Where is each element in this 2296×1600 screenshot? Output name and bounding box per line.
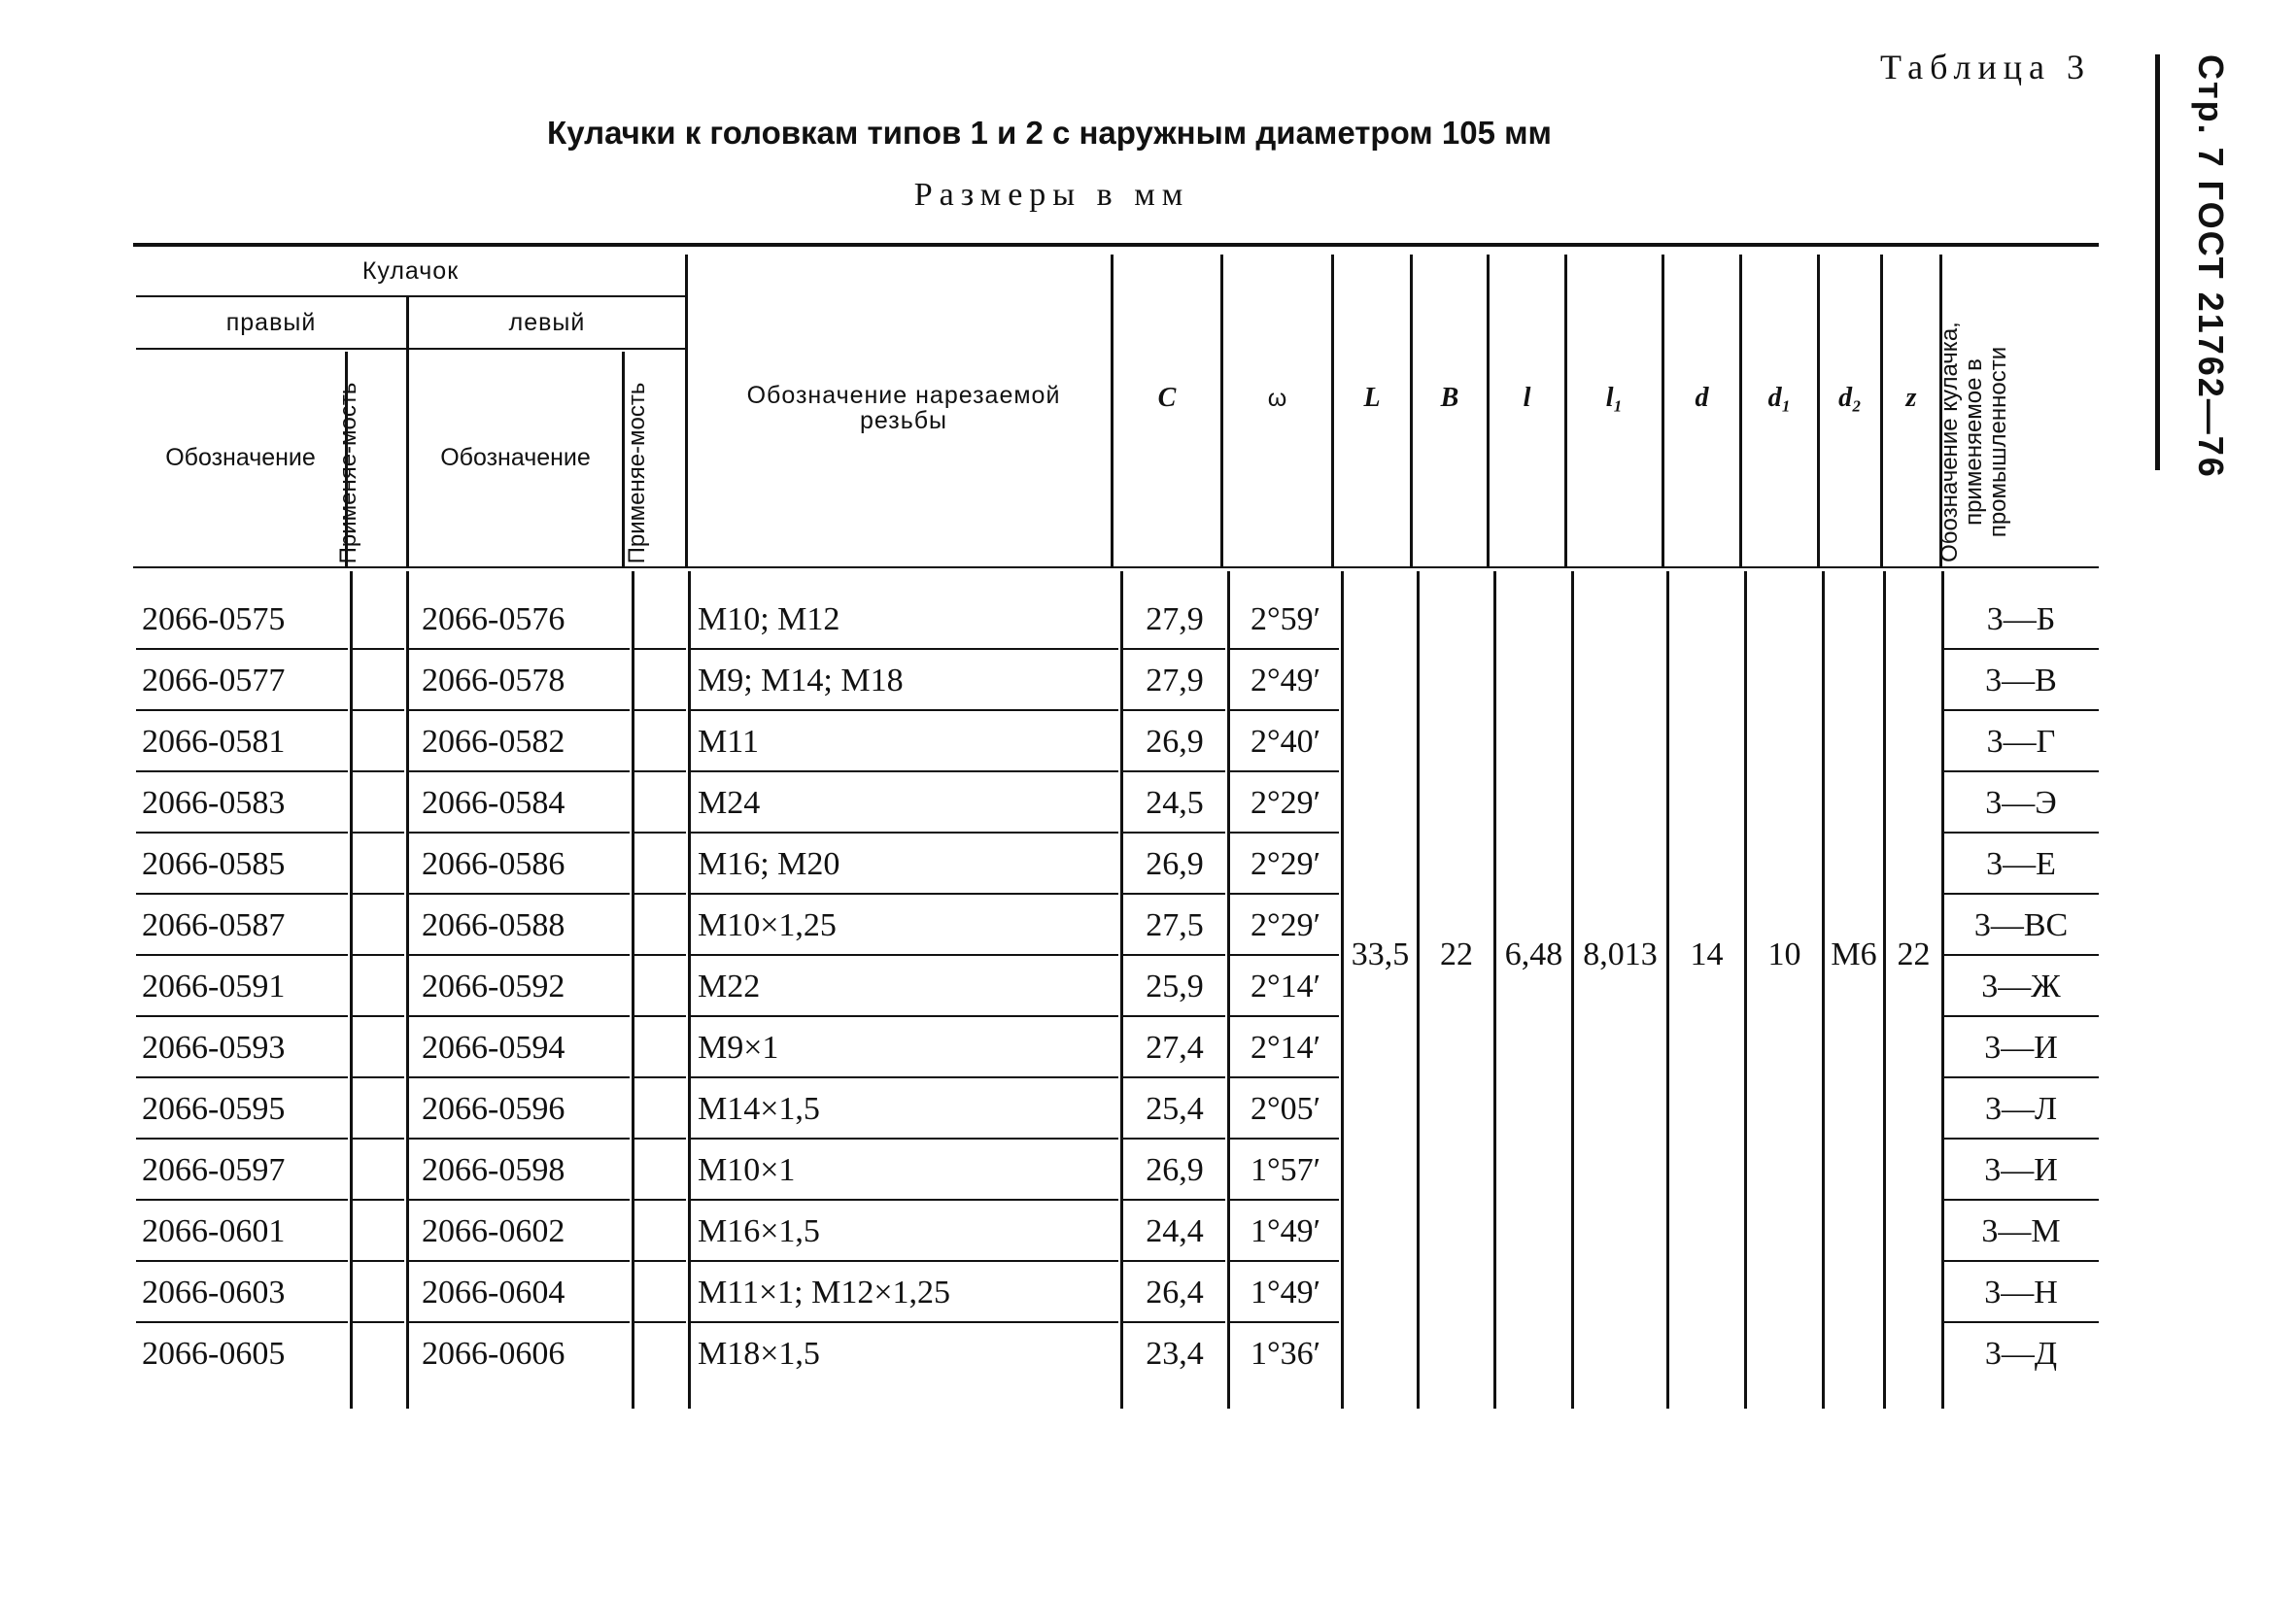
value-omega: 1°49′	[1250, 1212, 1321, 1249]
table-row	[0, 1323, 2296, 1384]
industry-designation: 3—Ж	[1981, 968, 2061, 1004]
value-omega: 2°40′	[1250, 723, 1321, 760]
left-jaw-designation: 2066-0598	[422, 1151, 565, 1188]
thread-designation: M24	[698, 784, 761, 821]
industry-designation: 3—Е	[1986, 845, 2056, 882]
value-c: 27,9	[1146, 662, 1204, 698]
thread-designation: M14×1,5	[698, 1090, 820, 1127]
value-c: 27,5	[1146, 906, 1204, 943]
left-jaw-designation: 2066-0602	[422, 1212, 565, 1249]
value-omega: 1°36′	[1250, 1335, 1321, 1372]
right-jaw-designation: 2066-0601	[142, 1212, 286, 1249]
left-jaw-designation: 2066-0584	[422, 784, 565, 821]
value-omega: 2°29′	[1250, 845, 1321, 882]
header-right-jaw: правый	[225, 308, 317, 336]
value-c: 23,4	[1146, 1335, 1204, 1372]
header-d1: d₁	[1767, 383, 1792, 414]
industry-designation: 3—М	[1981, 1212, 2061, 1249]
header-z: z	[1905, 383, 1917, 414]
right-jaw-designation: 2066-0577	[142, 662, 286, 698]
right-jaw-designation: 2066-0581	[142, 723, 286, 760]
header-designation-left: Обозначение	[440, 444, 591, 472]
value-c: 27,9	[1146, 600, 1204, 637]
header-thread: Обозначение нарезаемой резьбы	[746, 381, 1061, 434]
value-c: 24,5	[1146, 784, 1204, 821]
header-c: C	[1157, 383, 1177, 414]
industry-designation: 3—Д	[1984, 1335, 2058, 1372]
side-header-rule	[2155, 54, 2160, 470]
industry-designation: 3—И	[1984, 1151, 2058, 1188]
value-c: 26,9	[1146, 845, 1204, 882]
left-jaw-designation: 2066-0588	[422, 906, 565, 943]
left-jaw-designation: 2066-0578	[422, 662, 565, 698]
header-industry-designation: Обозначение кулачка, применяемое в промышленности	[1936, 322, 2012, 562]
header-d: d	[1695, 383, 1709, 414]
table-title: Кулачки к головкам типов 1 и 2 с наружным диаметром 105 мм	[547, 115, 1552, 151]
thread-designation: M10; M12	[698, 600, 840, 637]
right-jaw-designation: 2066-0597	[142, 1151, 286, 1188]
common-B: 22	[1440, 936, 1473, 972]
right-jaw-designation: 2066-0575	[142, 600, 286, 637]
thread-designation: M22	[698, 968, 761, 1004]
common-z: 22	[1897, 936, 1931, 972]
industry-designation: 3—Н	[1984, 1274, 2058, 1311]
left-jaw-designation: 2066-0596	[422, 1090, 565, 1127]
thread-designation: M10×1,25	[698, 906, 837, 943]
table-row	[0, 834, 2296, 895]
industry-designation: 3—Г	[1986, 723, 2056, 760]
header-designation-right: Обозначение	[165, 444, 316, 472]
right-jaw-designation: 2066-0583	[142, 784, 286, 821]
header-bottom-rule	[133, 566, 2099, 568]
right-jaw-designation: 2066-0595	[142, 1090, 286, 1127]
table-row	[0, 589, 2296, 650]
table-row	[0, 1262, 2296, 1323]
right-jaw-designation: 2066-0585	[142, 845, 286, 882]
left-jaw-designation: 2066-0604	[422, 1274, 565, 1311]
right-jaw-designation: 2066-0605	[142, 1335, 286, 1372]
header-kulachok: Кулачок	[361, 256, 460, 285]
industry-designation: 3—В	[1985, 662, 2057, 698]
value-omega: 1°49′	[1250, 1274, 1321, 1311]
table-number: Таблица 3	[1880, 48, 2091, 86]
table-row	[0, 1201, 2296, 1262]
table-row	[0, 956, 2296, 1017]
value-omega: 2°05′	[1250, 1090, 1321, 1127]
header-l: l	[1523, 383, 1531, 414]
left-jaw-designation: 2066-0582	[422, 723, 565, 760]
header-divider	[685, 255, 688, 568]
table-row	[0, 772, 2296, 834]
value-c: 24,4	[1146, 1212, 1204, 1249]
right-jaw-designation: 2066-0603	[142, 1274, 286, 1311]
value-omega: 2°14′	[1250, 968, 1321, 1004]
industry-designation: 3—Б	[1986, 600, 2056, 637]
left-jaw-designation: 2066-0592	[422, 968, 565, 1004]
right-jaw-designation: 2066-0593	[142, 1029, 286, 1066]
value-omega: 2°59′	[1250, 600, 1321, 637]
thread-designation: M11	[698, 723, 759, 760]
value-c: 26,4	[1146, 1274, 1204, 1311]
table-row	[0, 1017, 2296, 1078]
common-L: 33,5	[1351, 936, 1410, 972]
common-l1: 8,013	[1583, 936, 1658, 972]
left-jaw-designation: 2066-0586	[422, 845, 565, 882]
header-B: B	[1440, 383, 1459, 414]
right-jaw-designation: 2066-0591	[142, 968, 286, 1004]
left-jaw-designation: 2066-0606	[422, 1335, 565, 1372]
thread-designation: M18×1,5	[698, 1335, 820, 1372]
common-l: 6,48	[1504, 936, 1563, 972]
left-jaw-designation: 2066-0594	[422, 1029, 565, 1066]
header-left-jaw: левый	[508, 308, 586, 336]
value-c: 26,9	[1146, 1151, 1204, 1188]
thread-designation: M9; M14; M18	[698, 662, 904, 698]
side-running-header: Стр. 7 ГОСТ 21762—76	[2191, 54, 2231, 479]
header-d2: d₂	[1838, 383, 1862, 414]
value-omega: 2°29′	[1250, 906, 1321, 943]
table-row	[0, 650, 2296, 711]
value-c: 27,4	[1146, 1029, 1204, 1066]
industry-designation: 3—Л	[1984, 1090, 2058, 1127]
thread-designation: M9×1	[698, 1029, 779, 1066]
table-row	[0, 711, 2296, 772]
industry-designation: 3—Э	[1985, 784, 2057, 821]
thread-designation: M16×1,5	[698, 1212, 820, 1249]
industry-designation: 3—И	[1984, 1029, 2058, 1066]
table-row	[0, 1078, 2296, 1140]
value-c: 25,9	[1146, 968, 1204, 1004]
value-omega: 2°49′	[1250, 662, 1321, 698]
industry-designation: 3—ВС	[1973, 906, 2069, 943]
table-row	[0, 1140, 2296, 1201]
left-jaw-designation: 2066-0576	[422, 600, 565, 637]
value-omega: 2°29′	[1250, 784, 1321, 821]
header-omega: ω	[1267, 384, 1287, 412]
header-L: L	[1363, 383, 1381, 414]
common-d: 14	[1690, 936, 1724, 972]
value-c: 26,9	[1146, 723, 1204, 760]
header-applicability-right: Применяе-мость	[335, 382, 361, 564]
value-omega: 1°57′	[1250, 1151, 1321, 1188]
thread-designation: M11×1; M12×1,25	[698, 1274, 950, 1311]
right-jaw-designation: 2066-0587	[142, 906, 286, 943]
header-l1: l₁	[1605, 383, 1624, 414]
thread-designation: M10×1	[698, 1151, 796, 1188]
thread-designation: M16; M20	[698, 845, 840, 882]
common-d2: M6	[1831, 936, 1877, 972]
units-caption: Размеры в мм	[913, 177, 1190, 213]
table-row	[0, 895, 2296, 956]
value-c: 25,4	[1146, 1090, 1204, 1127]
value-omega: 2°14′	[1250, 1029, 1321, 1066]
common-d1: 10	[1767, 936, 1801, 972]
header-applicability-left: Применяе-мость	[624, 382, 650, 564]
